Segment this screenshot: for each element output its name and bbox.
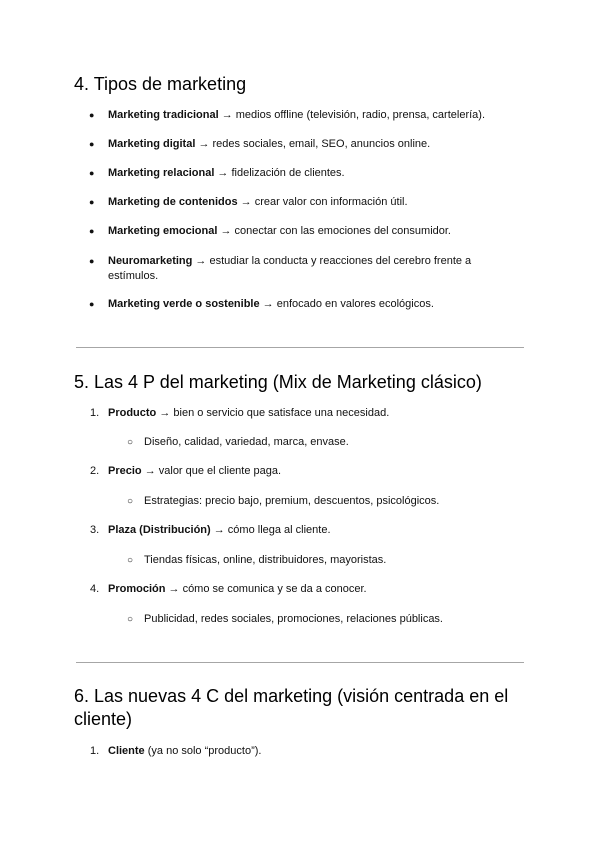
item-number: 2. — [90, 465, 100, 477]
item-term: Producto — [108, 407, 157, 419]
item-term: Cliente — [108, 745, 145, 757]
bullet-icon: ● — [89, 110, 95, 120]
item-term: Marketing verde o sostenible — [108, 298, 260, 310]
item-description: → fidelización de clientes. — [214, 167, 345, 179]
item-number: 3. — [90, 524, 100, 536]
item-description: → enfocado en valores ecológicos. — [259, 298, 434, 310]
item-number: 4. — [90, 583, 100, 595]
item-term: Marketing tradicional — [108, 109, 219, 121]
item-description: → estudiar la conducta y reacciones del cerebro frente a estímulos. — [108, 255, 472, 282]
item-term: Plaza (Distribución) — [108, 524, 211, 536]
item-term: Marketing de contenidos — [108, 196, 238, 208]
section-6-heading: 6. Las nuevas 4 C del marketing (visión centrada en el cliente) — [74, 686, 509, 729]
circle-bullet-icon: ○ — [127, 496, 134, 507]
numbered-item — [90, 464, 508, 479]
sub-list-item — [127, 435, 524, 450]
item-description: → redes sociales, email, SEO, anuncios online. — [195, 138, 431, 150]
item-description: (ya no solo “producto”). — [144, 745, 262, 757]
list-item — [89, 224, 508, 239]
item-number: 1. — [90, 407, 100, 419]
sub-list-item — [127, 612, 524, 627]
item-description: → conectar con las emociones del consumidor. — [217, 225, 451, 237]
list-item — [89, 254, 488, 284]
item-description: → crear valor con información útil. — [237, 196, 408, 208]
sub-item-text: Publicidad, redes sociales, promociones, relaciones públicas. — [144, 613, 443, 625]
list-item — [89, 195, 508, 210]
numbered-item — [90, 744, 508, 759]
list-item — [89, 166, 508, 181]
item-term: Precio — [108, 465, 142, 477]
item-number: 1. — [90, 745, 100, 757]
numbered-item — [90, 406, 508, 421]
bullet-icon: ● — [89, 226, 95, 236]
item-description: → valor que el cliente paga. — [141, 465, 282, 477]
sub-item-text: Tiendas físicas, online, distribuidores, mayoristas. — [144, 554, 387, 566]
bullet-icon: ● — [89, 197, 95, 207]
sub-item-text: Diseño, calidad, variedad, marca, envase. — [144, 436, 349, 448]
circle-bullet-icon: ○ — [127, 555, 134, 566]
bullet-icon: ● — [89, 299, 95, 309]
item-description: → bien o servicio que satisface una necesidad. — [156, 407, 390, 419]
sub-list-item — [127, 553, 524, 568]
horizontal-rule — [76, 662, 524, 663]
bullet-icon: ● — [89, 256, 95, 266]
list-item — [89, 108, 508, 123]
item-term: Promoción — [108, 583, 166, 595]
section-5-heading: 5. Las 4 P del marketing (Mix de Marketing clásico) — [74, 372, 482, 392]
item-term: Marketing relacional — [108, 167, 215, 179]
horizontal-rule — [76, 347, 524, 348]
item-description: → cómo llega al cliente. — [210, 524, 331, 536]
numbered-item — [90, 523, 508, 538]
item-term: Neuromarketing — [108, 255, 193, 267]
numbered-item — [90, 582, 508, 597]
bullet-icon: ● — [89, 168, 95, 178]
circle-bullet-icon: ○ — [127, 437, 134, 448]
item-description: → medios offline (televisión, radio, prensa, cartelería). — [218, 109, 486, 121]
item-term: Marketing digital — [108, 138, 196, 150]
section-4-heading: 4. Tipos de marketing — [74, 74, 247, 94]
list-item — [89, 297, 508, 312]
circle-bullet-icon: ○ — [127, 614, 134, 625]
list-item — [89, 137, 508, 152]
bullet-icon: ● — [89, 139, 95, 149]
sub-list-item — [127, 494, 524, 509]
sub-item-text: Estrategias: precio bajo, premium, descuentos, psicológicos. — [144, 495, 440, 507]
item-description: → cómo se comunica y se da a conocer. — [165, 583, 367, 595]
item-term: Marketing emocional — [108, 225, 218, 237]
